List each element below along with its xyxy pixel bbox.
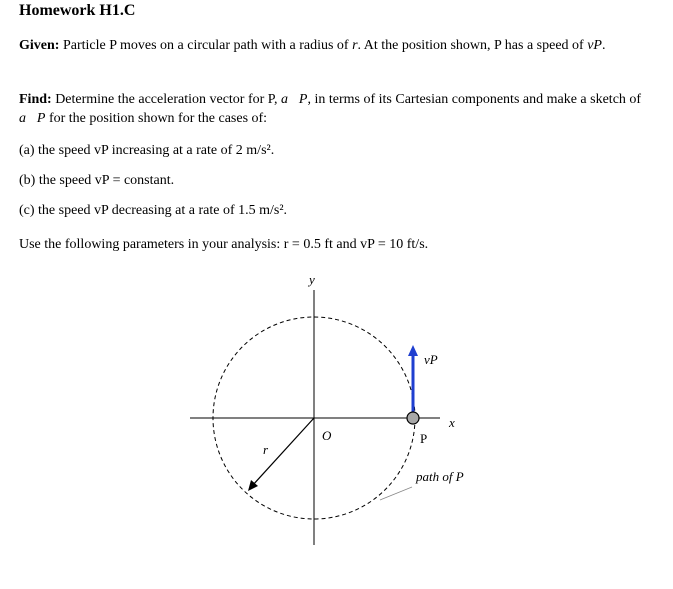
case-b-marker: (b) (19, 173, 36, 188)
given-r: r (352, 38, 358, 53)
find-paragraph (19, 90, 659, 128)
find-ap-2: a⃗P (19, 111, 46, 126)
find-text-1: Determine the acceleration vector for P, (55, 92, 278, 107)
case-a-text: the speed vP increasing at a rate of 2 m/s². (38, 143, 275, 158)
given-paragraph (19, 36, 659, 55)
path-label: path of P (416, 469, 464, 484)
given-text-1: Particle P moves on a circular path with a radius of (62, 38, 349, 53)
case-b (19, 173, 174, 189)
find-ap: a⃗P (281, 92, 308, 107)
velocity-label: vP (424, 352, 438, 367)
radius-label: r (263, 442, 269, 457)
y-axis-label: y (309, 272, 315, 287)
case-a-marker: (a) (19, 143, 35, 158)
given-label: Given: (19, 38, 60, 53)
given-vp: vP (587, 38, 602, 53)
velocity-arrowhead (408, 345, 418, 356)
find-text-2: , in terms of its Cartesian components and make a sketch of (307, 92, 642, 107)
particle-label: P (420, 431, 428, 446)
parameters-line: Use the following parameters in your analysis: r = 0.5 ft and vP = 10 ft/s. (19, 237, 429, 252)
path-leader-line (380, 487, 412, 500)
particle-p (407, 412, 419, 424)
find-text-3: for the position shown for the cases of: (48, 111, 268, 126)
case-c-marker: (c) (19, 203, 35, 218)
x-axis-label: x (449, 415, 455, 430)
given-text-2: . At the position shown, P has a speed of (357, 38, 584, 53)
given-text-3: . (601, 38, 606, 53)
circular-path-diagram (0, 262, 673, 562)
case-c-text: the speed vP decreasing at a rate of 1.5 m/s². (38, 203, 288, 218)
case-a (19, 143, 274, 159)
case-c (19, 203, 287, 219)
radius-line (252, 418, 314, 486)
origin-label: O (322, 428, 332, 443)
homework-title: Homework H1.C (19, 2, 136, 19)
case-b-text: the speed vP = constant. (38, 173, 175, 188)
find-label: Find: (19, 92, 52, 107)
